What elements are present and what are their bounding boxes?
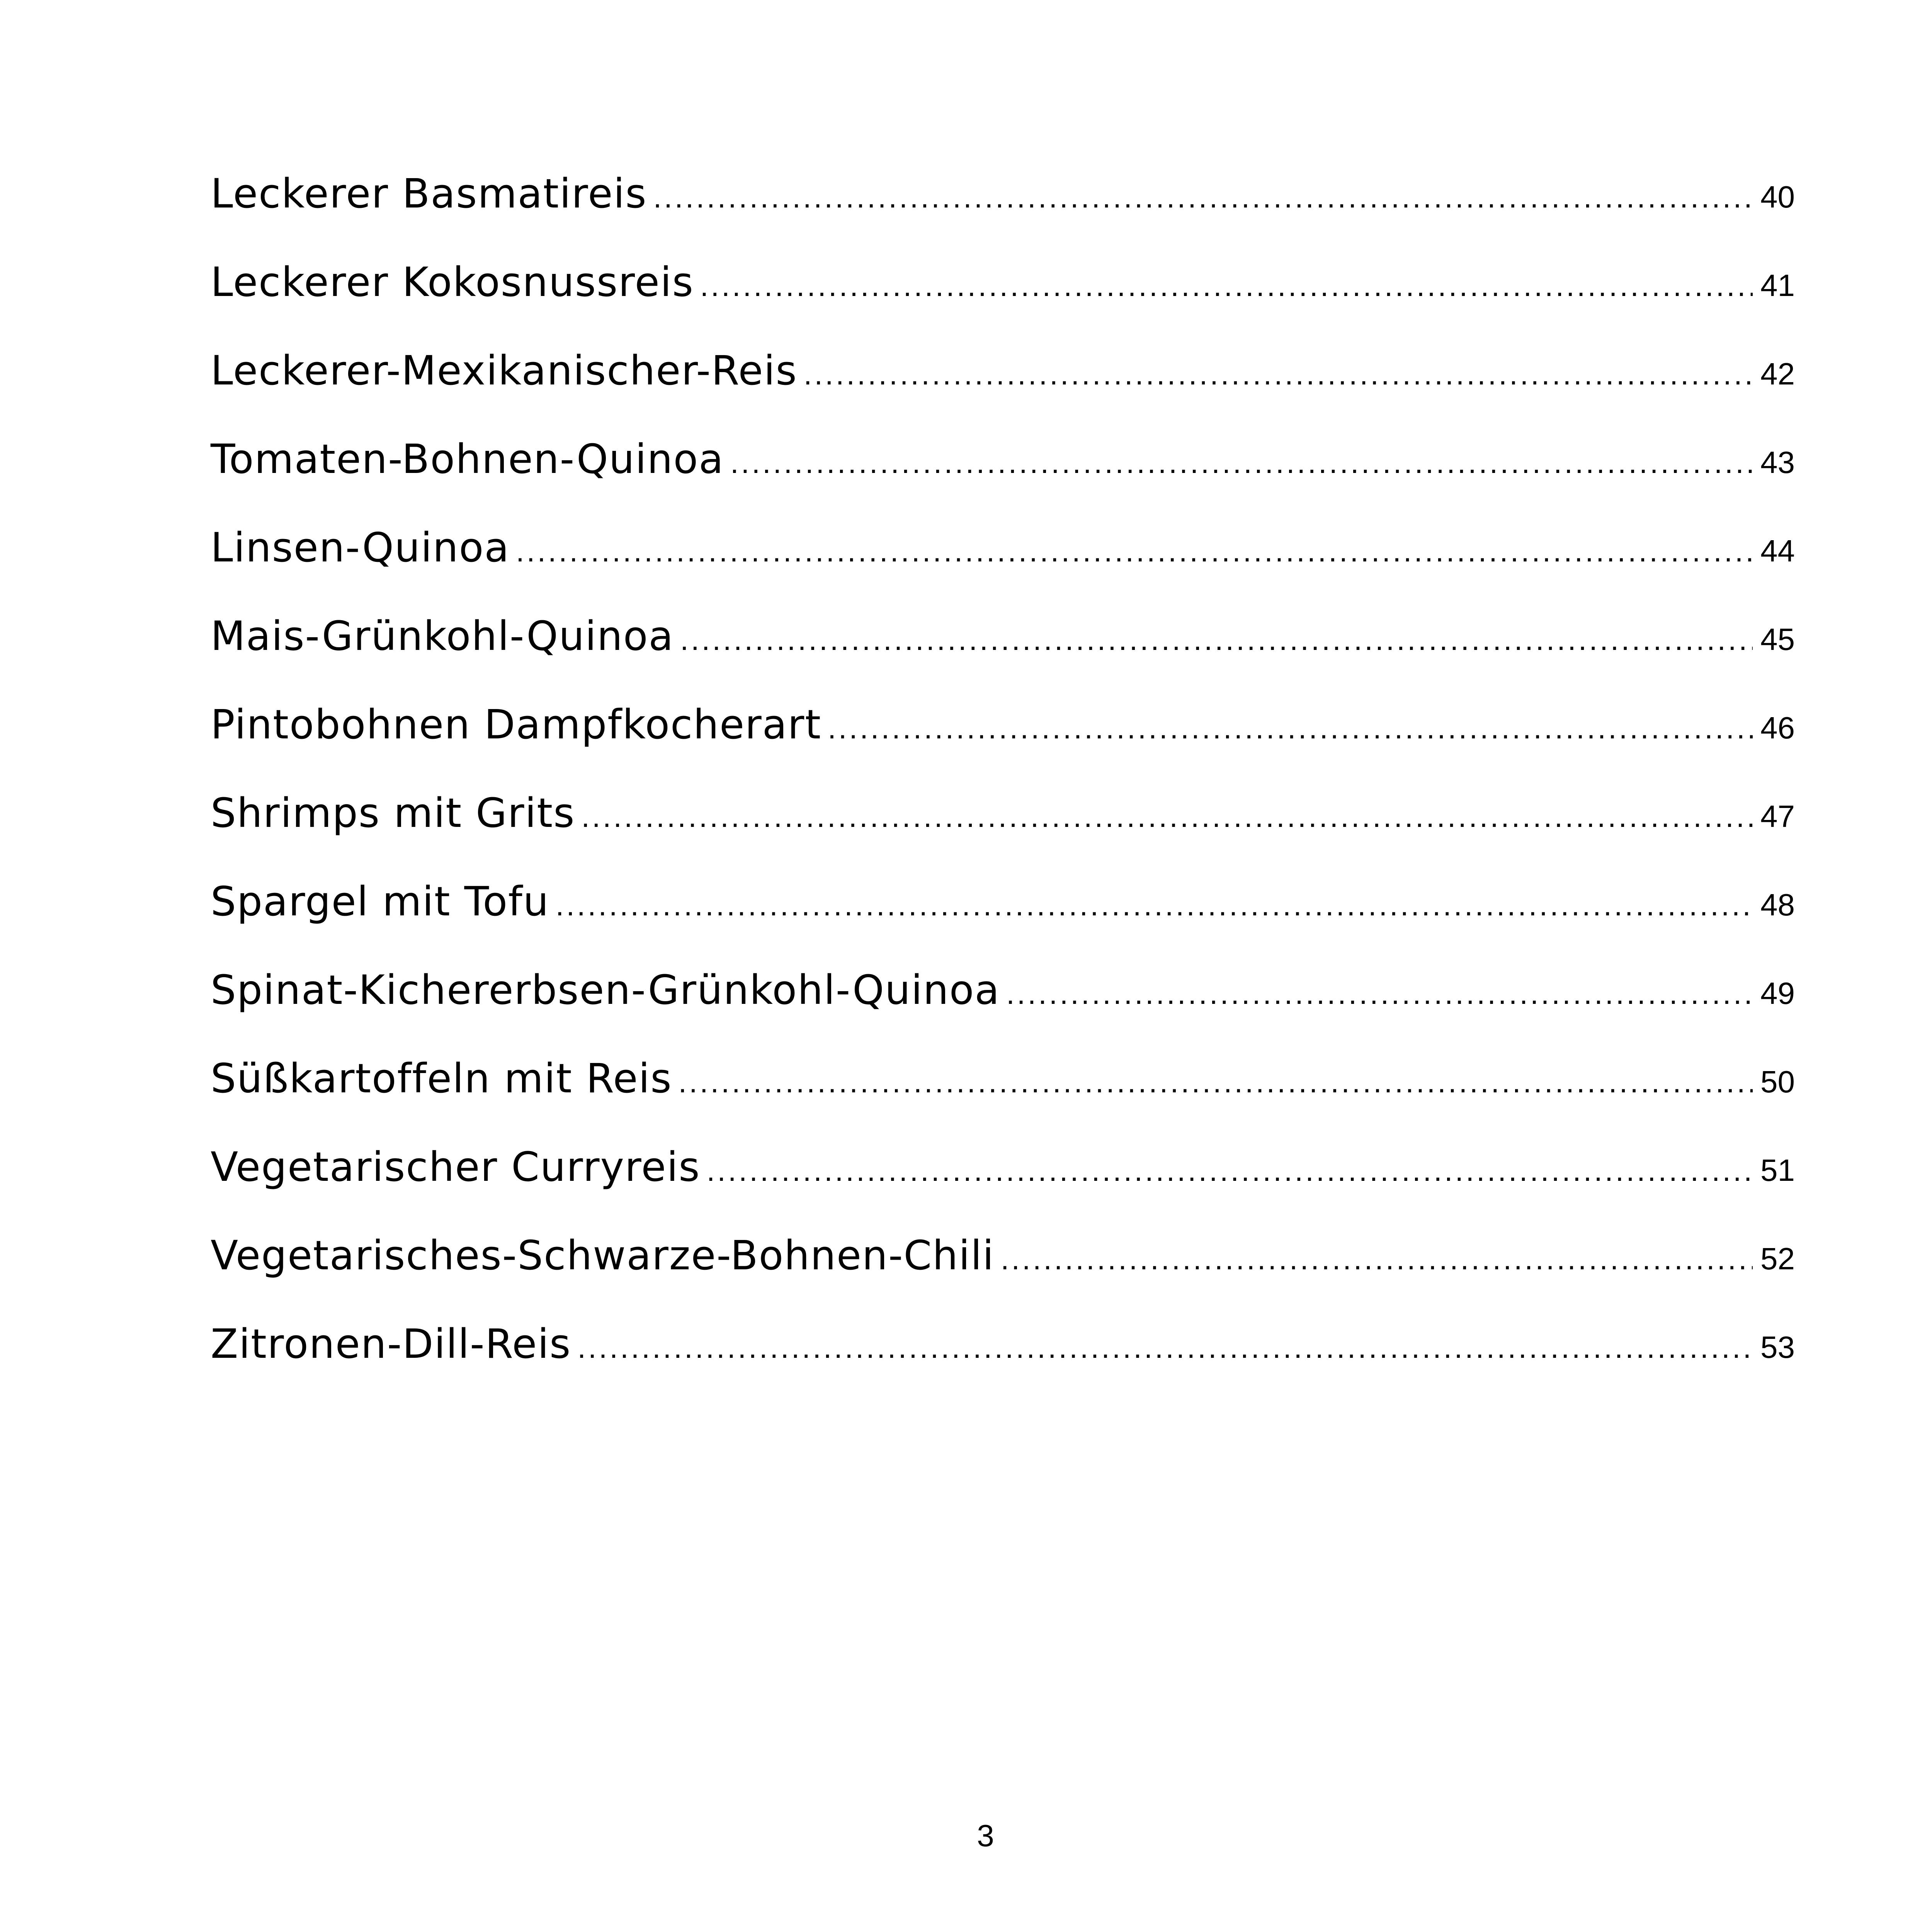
toc-entry-page: 47 <box>1760 799 1795 833</box>
toc-entry[interactable] <box>211 435 1795 524</box>
toc-entry-title: Shrimps mit Grits <box>211 789 575 837</box>
page-number: 3 <box>977 1818 994 1853</box>
toc-dot-leader <box>577 1330 1753 1365</box>
toc-entry[interactable] <box>211 1232 1795 1320</box>
toc-entry-page: 49 <box>1760 976 1795 1010</box>
toc-entry-title: Tomaten-Bohnen-Quinoa <box>211 435 724 483</box>
toc-dot-leader <box>653 180 1753 215</box>
toc-entry[interactable] <box>211 347 1795 435</box>
toc-entry-title: Mais-Grünkohl-Quinoa <box>211 612 674 660</box>
toc-dot-leader <box>700 268 1753 303</box>
toc-entry-title: Zitronen-Dill-Reis <box>211 1320 571 1367</box>
toc-entry-title: Linsen-Quinoa <box>211 524 510 571</box>
toc-entry-page: 46 <box>1760 711 1795 745</box>
toc-entry[interactable] <box>211 524 1795 612</box>
toc-entry-page: 53 <box>1760 1330 1795 1364</box>
toc-entry-page: 45 <box>1760 622 1795 656</box>
toc-entry-title: Spargel mit Tofu <box>211 878 549 925</box>
toc-entry[interactable] <box>211 701 1795 789</box>
toc-entry[interactable] <box>211 789 1795 878</box>
toc-entry-page: 51 <box>1760 1153 1795 1187</box>
toc-dot-leader <box>828 711 1753 746</box>
toc-dot-leader <box>804 357 1753 392</box>
toc-dot-leader <box>680 622 1753 657</box>
toc-entry[interactable] <box>211 966 1795 1055</box>
toc-entry[interactable] <box>211 878 1795 966</box>
toc-entry-page: 50 <box>1760 1065 1795 1099</box>
toc-entry[interactable] <box>211 1055 1795 1143</box>
toc-dot-leader <box>707 1153 1753 1188</box>
toc-dot-leader <box>679 1065 1753 1100</box>
toc-dot-leader <box>556 888 1753 923</box>
toc-entry[interactable] <box>211 259 1795 347</box>
toc-entry-page: 42 <box>1760 357 1795 391</box>
toc-entry-title: Spinat-Kichererbsen-Grünkohl-Quinoa <box>211 966 1000 1014</box>
toc-dot-leader <box>1001 1242 1753 1277</box>
toc-entry[interactable] <box>211 1320 1795 1409</box>
toc-dot-leader <box>1006 976 1753 1011</box>
toc-entry-title: Leckerer-Mexikanischer-Reis <box>211 347 798 394</box>
toc-entry-page: 41 <box>1760 268 1795 303</box>
toc-entry-title: Pintobohnen Dampfkocherart <box>211 701 822 748</box>
toc-entry[interactable] <box>211 170 1795 259</box>
table-of-contents <box>211 170 1795 1409</box>
toc-entry-title: Süßkartoffeln mit Reis <box>211 1055 672 1102</box>
toc-entry-page: 43 <box>1760 445 1795 480</box>
toc-entry-page: 48 <box>1760 888 1795 922</box>
toc-entry-page: 52 <box>1760 1242 1795 1276</box>
toc-dot-leader <box>581 799 1753 834</box>
toc-entry-title: Vegetarischer Curryreis <box>211 1143 701 1190</box>
toc-dot-leader <box>516 534 1753 569</box>
toc-entry-page: 44 <box>1760 534 1795 568</box>
toc-entry-title: Leckerer Kokosnussreis <box>211 259 694 306</box>
toc-entry[interactable] <box>211 1143 1795 1232</box>
toc-entry[interactable] <box>211 612 1795 701</box>
toc-entry-page: 40 <box>1760 180 1795 214</box>
toc-entry-title: Vegetarisches-Schwarze-Bohnen-Chili <box>211 1232 995 1279</box>
toc-dot-leader <box>730 445 1753 480</box>
toc-entry-title: Leckerer Basmatireis <box>211 170 647 217</box>
